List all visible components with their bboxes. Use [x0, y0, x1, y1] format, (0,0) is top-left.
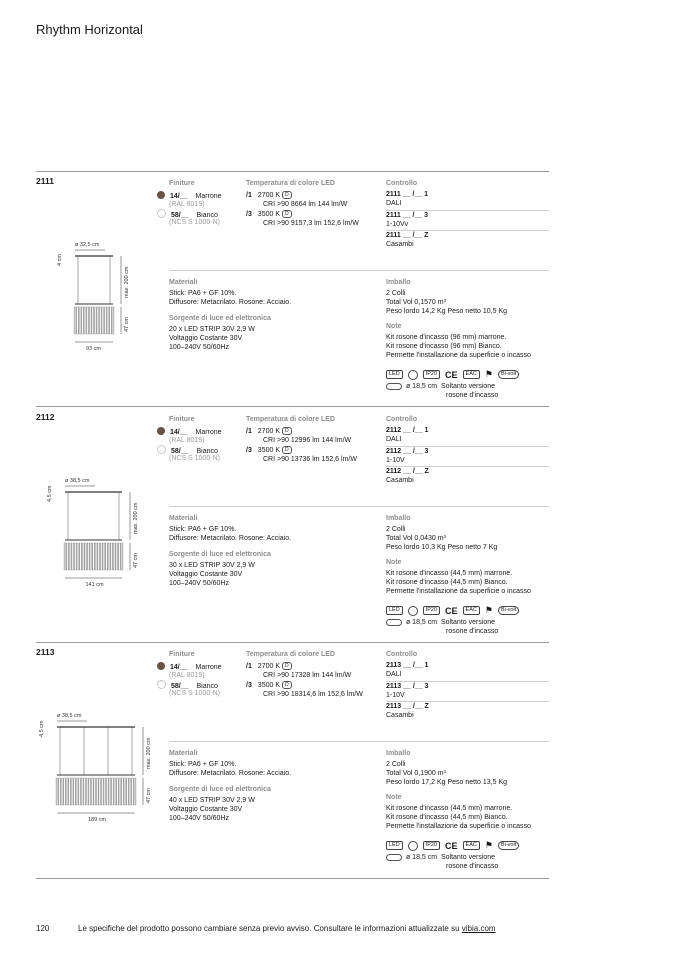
control-1-10v: 2112 __ /__ 3 1-10V	[386, 448, 429, 464]
control-label: Controllo	[386, 651, 418, 658]
diameter-label: ø 38,5 cm	[65, 478, 90, 484]
materials-text: Stick: PA6 + GF 10%. Diffusore: Metacrilato. Rosone: Acciaio.	[169, 290, 292, 306]
materials-label: Materiali	[169, 279, 198, 286]
ip20-icon: IP20	[423, 370, 440, 379]
eac-icon: EAC	[463, 841, 480, 850]
temp-option-1-specs: CRI >90 8664 lm 144 lm/W	[263, 201, 348, 208]
finish-brown: 14/__ Marrone	[157, 662, 222, 672]
white-swatch-icon	[157, 445, 166, 454]
footer-disclaimer	[78, 924, 496, 933]
footer-text: Le specifiche del prodotto possono cambiare senza previo avviso. Consultare le informazioni attualizzate su	[78, 924, 460, 933]
finish-brown: 14/__ Marrone	[157, 191, 222, 201]
materials-text: Stick: PA6 + GF 10%. Diffusore: Metacrilato. Rosone: Acciaio.	[169, 526, 292, 542]
recess-icon	[386, 383, 402, 390]
ce-mark-icon: CE	[445, 605, 458, 616]
finish-white-ref: (NCS S 1000-N)	[169, 690, 220, 697]
product-section	[0, 172, 678, 408]
diameter-label: ø 38,5 cm	[57, 713, 82, 719]
control-dali: 2113 __ /__ 1 DALI	[386, 662, 429, 678]
source-label: Sorgente di luce ed elettronica	[169, 551, 271, 558]
ip20-icon: IP20	[423, 841, 440, 850]
source-text: 20 x LED STRIP 30V 2,9 W Voltaggio Costante 30V 100–240V 50/60Hz	[169, 326, 255, 351]
finish-brown-ref: (RAL 8019)	[169, 201, 205, 208]
packaging-label: Imballo	[386, 279, 411, 286]
eac-icon: EAC	[463, 606, 480, 615]
packaging-text: 2 Colli Total Vol 0,1900 m³ Peso lordo 17,2 Kg Peso netto 13,5 Kg	[386, 761, 508, 786]
temp-option-3: /3 3500 K D	[246, 446, 292, 455]
divider	[169, 741, 549, 742]
ground-icon	[408, 370, 418, 380]
product-drawing	[0, 468, 150, 643]
product-section	[0, 643, 678, 879]
max-height-label: max. 200 cm	[133, 502, 139, 534]
control-dali: 2111 __ /__ 1 DALI	[386, 191, 429, 207]
canopy-height-label: 4,5 cm	[47, 485, 53, 502]
product-drawing	[0, 232, 150, 407]
page-number: 120	[36, 924, 50, 933]
canopy-height-label: 4 cm	[57, 254, 63, 266]
brown-swatch-icon	[157, 427, 165, 435]
control-casambi: 2111 __ /__ Z Casambi	[386, 232, 429, 248]
max-height-label: max. 200 cm	[124, 266, 130, 298]
materials-label: Materiali	[169, 750, 198, 757]
notes-label: Note	[386, 794, 402, 801]
finish-brown-ref: (RAL 8019)	[169, 437, 205, 444]
notes-text: Kit rosone d'incasso (44,5 mm) marrone. Kit rosone d'incasso (44,5 mm) Bianco. Permette l'installazione da superficie o incasso	[386, 805, 531, 830]
divider	[169, 270, 549, 271]
width-label: 141 cm	[85, 582, 104, 588]
temp-option-1: /1 2700 K D	[246, 191, 292, 200]
ce-mark-icon: CE	[445, 369, 458, 380]
website-link[interactable]: vibia.com	[461, 924, 496, 933]
materials-label: Materiali	[169, 515, 198, 522]
canopy-height-label: 4,5 cm	[39, 720, 45, 737]
recess-info: ø 18,5 cm Soltanto versione rosone d'incasso	[386, 382, 498, 400]
recycle-icon: ⚑	[484, 369, 493, 379]
led-strip-icon: D	[282, 210, 292, 218]
white-swatch-icon	[157, 209, 166, 218]
divider	[169, 506, 549, 507]
bivolt-icon: Bi-volt	[498, 370, 519, 379]
control-casambi: 2113 __ /__ Z Casambi	[386, 703, 429, 719]
finish-white: 58/__ Bianco	[157, 680, 218, 691]
recess-icon	[386, 619, 402, 626]
temp-option-1-specs: CRI >90 17328 lm 144 lm/W	[263, 672, 352, 679]
led-strip-icon: D	[282, 446, 292, 454]
packaging-text: 2 Colli Total Vol 0,0430 m³ Peso lordo 10,3 Kg Peso netto 7 Kg	[386, 526, 498, 551]
ip20-icon: IP20	[423, 606, 440, 615]
product-drawing	[0, 703, 150, 878]
max-height-label: max. 200 cm	[146, 737, 152, 769]
notes-text: Kit rosone d'incasso (96 mm) marrone. Kit rosone d'incasso (96 mm) Bianco. Permette l'installazione da superficie o incasso	[386, 334, 531, 359]
body-height-label: 47 cm	[133, 553, 139, 568]
finishes-label: Finiture	[169, 416, 195, 423]
diffuser-outline	[56, 778, 136, 805]
notes-text: Kit rosone d'incasso (44,5 mm) marrone. Kit rosone d'incasso (44,5 mm) Bianco. Permette l'installazione da superficie o incasso	[386, 570, 531, 595]
packaging-label: Imballo	[386, 515, 411, 522]
led-icon: LED	[386, 370, 403, 379]
led-strip-icon: D	[282, 191, 292, 199]
control-dali: 2112 __ /__ 1 DALI	[386, 427, 429, 443]
temp-option-3-specs: CRI >90 18314,6 lm 152,6 lm/W	[263, 691, 363, 698]
body-height-label: 47 cm	[124, 317, 130, 332]
source-label: Sorgente di luce ed elettronica	[169, 786, 271, 793]
bivolt-icon: Bi-volt	[498, 841, 519, 850]
finish-brown: 14/__ Marrone	[157, 427, 222, 437]
temperature-label: Temperatura di colore LED	[246, 180, 335, 187]
control-1-10v: 2113 __ /__ 3 1-10V	[386, 683, 429, 699]
page-title: Rhythm Horizontal	[36, 22, 143, 37]
packaging-text: 2 Colli Total Vol 0,1570 m³ Peso lordo 14,2 Kg Peso netto 10,5 Kg	[386, 290, 508, 315]
finish-white-ref: (NCS S 1000-N)	[169, 219, 220, 226]
temperature-label: Temperatura di colore LED	[246, 416, 335, 423]
finish-brown-ref: (RAL 8019)	[169, 672, 205, 679]
width-label: 189 cm	[88, 817, 107, 823]
product-code: 2111	[36, 176, 54, 186]
ce-mark-icon: CE	[445, 840, 458, 851]
control-label: Controllo	[386, 180, 418, 187]
temp-option-3-specs: CRI >90 9157,3 lm 152,6 lm/W	[263, 220, 359, 227]
white-swatch-icon	[157, 680, 166, 689]
ground-icon	[408, 606, 418, 616]
bivolt-icon: Bi-volt	[498, 606, 519, 615]
control-label: Controllo	[386, 416, 418, 423]
recycle-icon: ⚑	[484, 605, 493, 615]
temp-option-3: /3 3500 K D	[246, 681, 292, 690]
recess-icon	[386, 854, 402, 861]
led-icon: LED	[386, 606, 403, 615]
finish-white-ref: (NCS S 1000-N)	[169, 455, 220, 462]
led-strip-icon: D	[282, 662, 292, 670]
certification-row	[386, 369, 519, 380]
eac-icon: EAC	[463, 370, 480, 379]
temp-option-3: /3 3500 K D	[246, 210, 292, 219]
finish-white: 58/__ Bianco	[157, 209, 218, 220]
recess-info: ø 18,5 cm Soltanto versione rosone d'incasso	[386, 853, 498, 871]
materials-text: Stick: PA6 + GF 10%. Diffusore: Metacrilato. Rosone: Acciaio.	[169, 761, 292, 777]
temperature-label: Temperatura di colore LED	[246, 651, 335, 658]
notes-label: Note	[386, 323, 402, 330]
control-1-10v: 2111 __ /__ 3 1-10Vv	[386, 212, 429, 228]
led-strip-icon: D	[282, 681, 292, 689]
product-code: 2112	[36, 412, 55, 422]
recess-info: ø 18,5 cm Soltanto versione rosone d'incasso	[386, 618, 498, 636]
finishes-label: Finiture	[169, 180, 195, 187]
source-label: Sorgente di luce ed elettronica	[169, 315, 271, 322]
temp-option-3-specs: CRI >90 13736 lm 152,6 lm/W	[263, 456, 357, 463]
led-icon: LED	[386, 841, 403, 850]
recycle-icon: ⚑	[484, 840, 493, 850]
body-height-label: 47 cm	[146, 788, 152, 803]
source-text: 40 x LED STRIP 30V 2,9 W Voltaggio Costante 30V 100–240V 50/60Hz	[169, 797, 255, 822]
control-casambi: 2112 __ /__ Z Casambi	[386, 468, 429, 484]
finish-white: 58/__ Bianco	[157, 445, 218, 456]
notes-label: Note	[386, 559, 402, 566]
source-text: 30 x LED STRIP 30V 2,9 W Voltaggio Costante 30V 100–240V 50/60Hz	[169, 562, 255, 587]
temp-option-1-specs: CRI >90 12996 lm 144 lm/W	[263, 437, 352, 444]
brown-swatch-icon	[157, 662, 165, 670]
packaging-label: Imballo	[386, 750, 411, 757]
product-code: 2113	[36, 647, 55, 657]
diameter-label: ø 32,5 cm	[75, 242, 100, 248]
certification-row	[386, 605, 519, 616]
led-strip-icon: D	[282, 427, 292, 435]
brown-swatch-icon	[157, 191, 165, 199]
certification-row	[386, 840, 519, 851]
product-section	[0, 408, 678, 644]
width-label: 93 cm	[86, 346, 101, 352]
temp-option-1: /1 2700 K D	[246, 662, 292, 671]
ground-icon	[408, 841, 418, 851]
finishes-label: Finiture	[169, 651, 195, 658]
temp-option-1: /1 2700 K D	[246, 427, 292, 436]
